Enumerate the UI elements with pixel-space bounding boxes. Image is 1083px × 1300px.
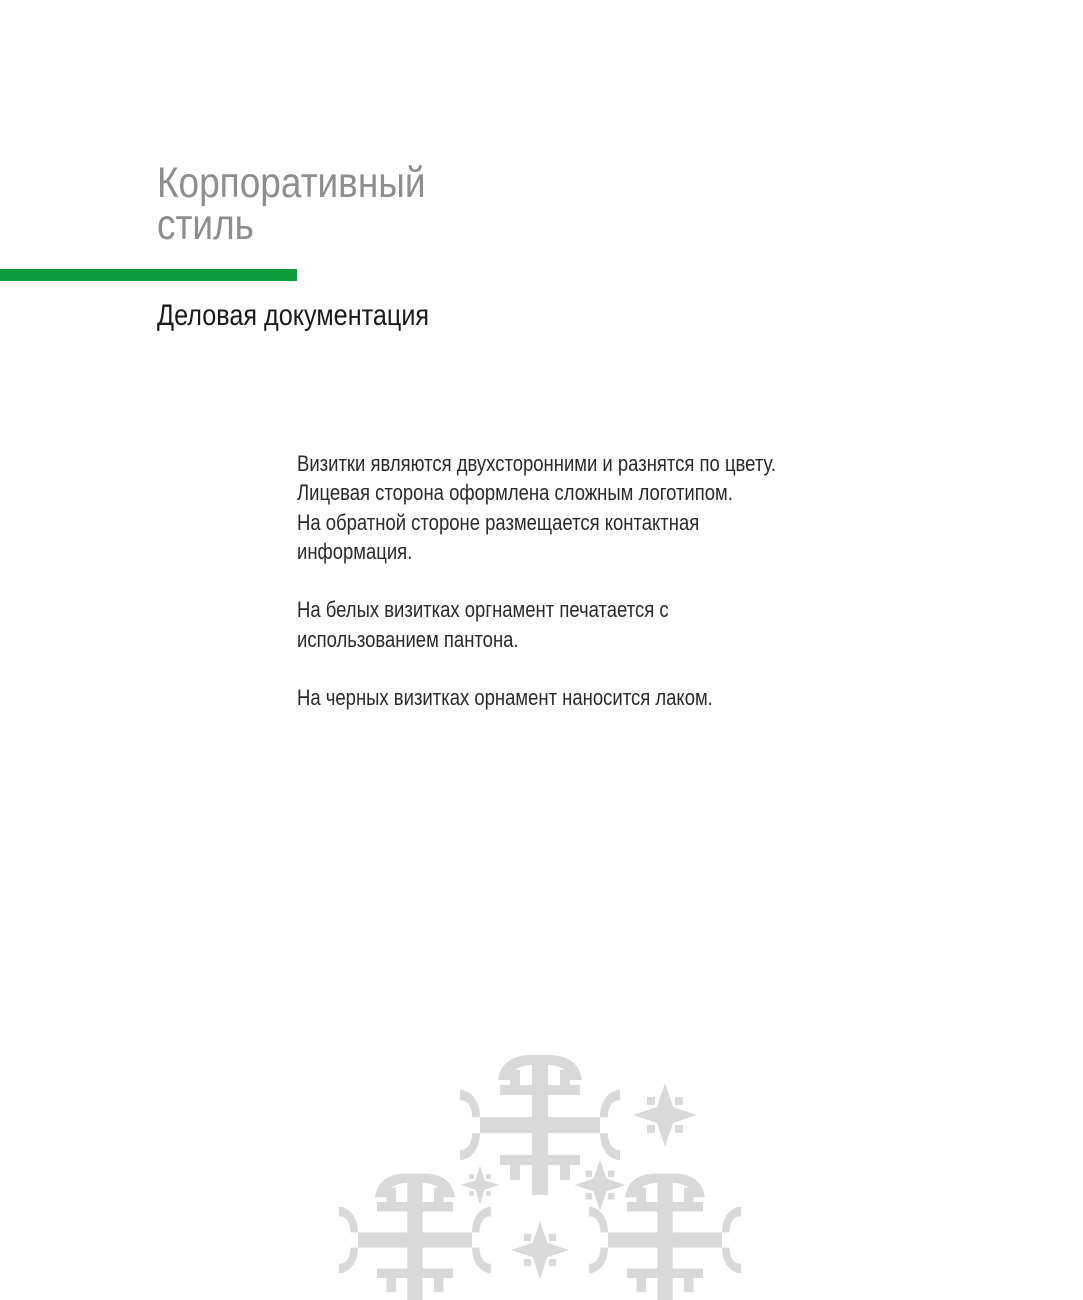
folk-ornament-icon (330, 1035, 750, 1300)
title-line-2: стиль (157, 201, 254, 249)
text-line: использованием пантона. (297, 626, 519, 652)
section-subtitle: Деловая документация (157, 299, 430, 332)
body-text (297, 449, 801, 742)
accent-divider (0, 269, 297, 281)
title-line-1: Корпоративный (157, 159, 426, 207)
paragraph-white-cards (297, 595, 801, 654)
text-line: информация. (297, 538, 413, 564)
text-line: На обратной стороне размещается контактная (297, 509, 700, 535)
text-line: Лицевая сторона оформлена сложным логотипом. (297, 480, 733, 506)
text-line: На белых визитках оргнамент печатается с (297, 597, 669, 623)
page-title (157, 159, 426, 249)
text-line: На черных визитках орнамент наносится лаком. (297, 685, 713, 711)
text-line: Визитки являются двухсторонними и разнятся по цвету. (297, 451, 777, 476)
paragraph-business-cards (297, 449, 801, 566)
paragraph-black-cards (297, 683, 801, 712)
